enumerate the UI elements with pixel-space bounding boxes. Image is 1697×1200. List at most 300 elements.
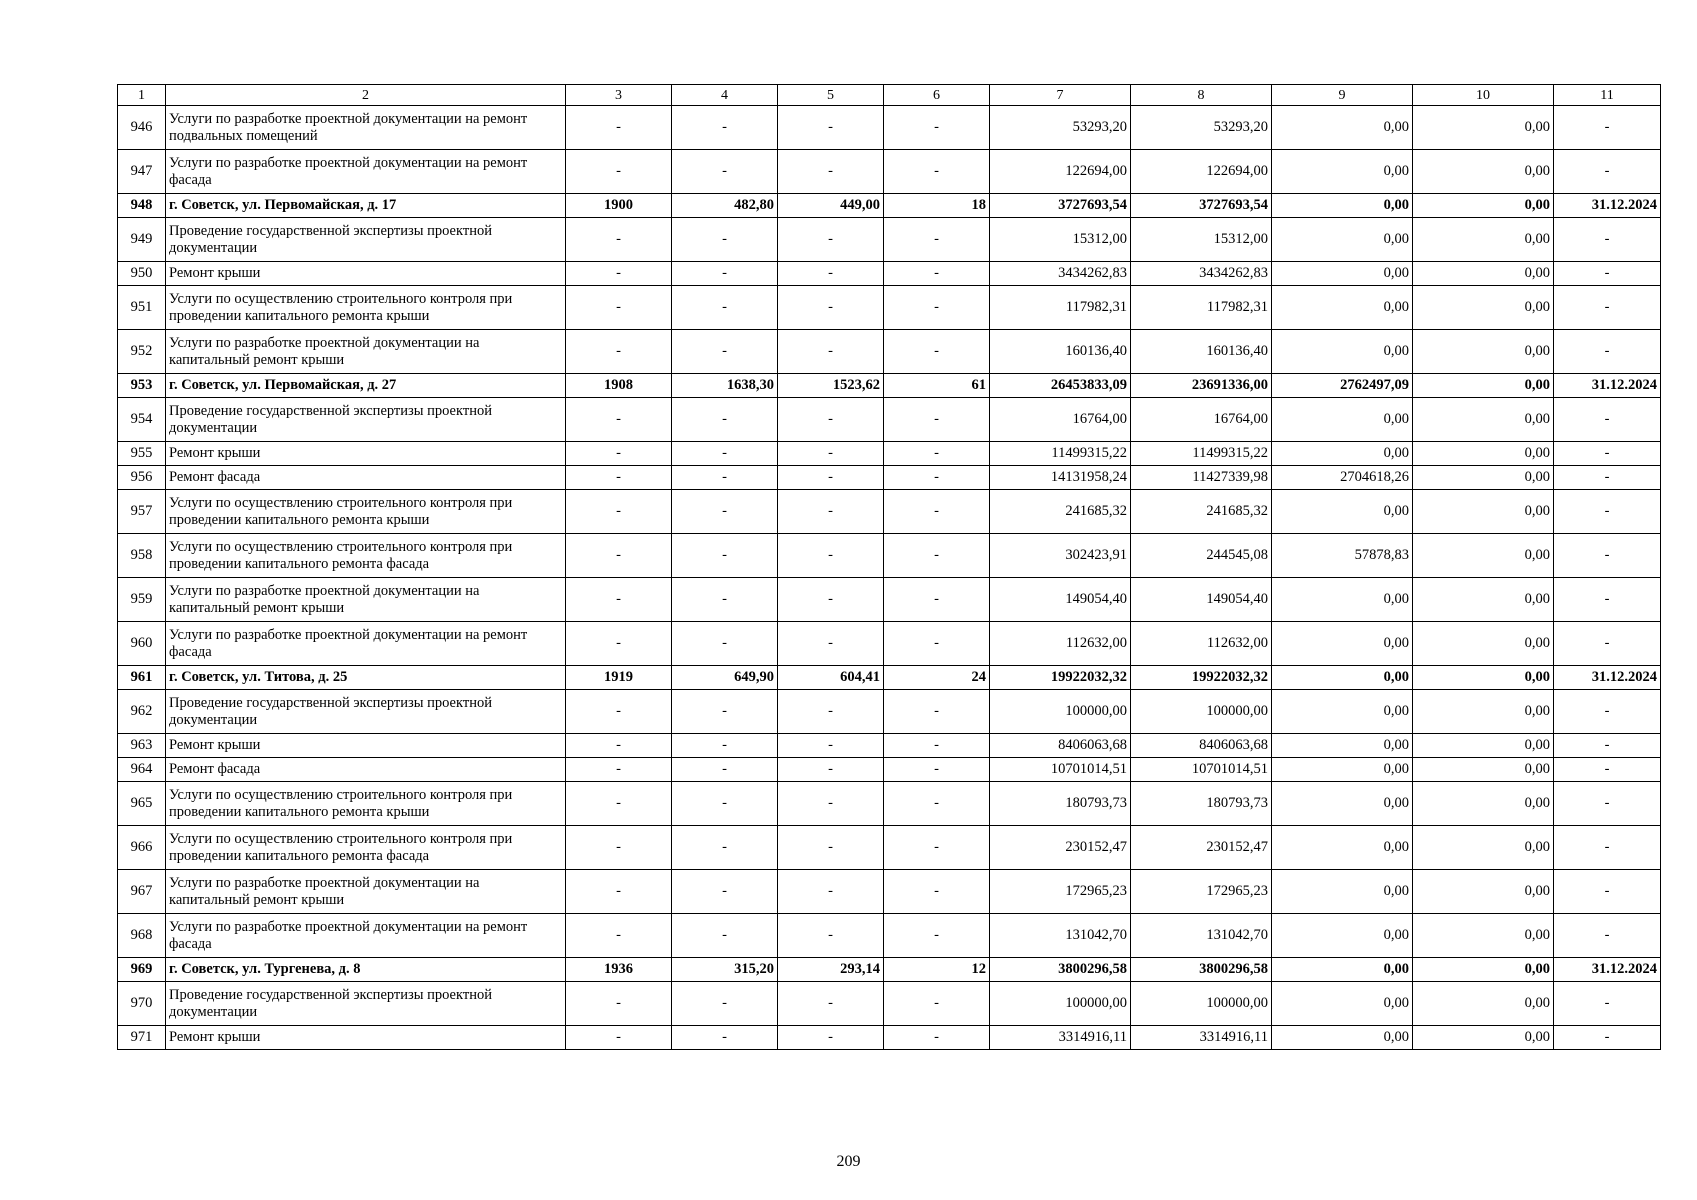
row-number: 950 bbox=[118, 262, 166, 286]
col-4-value: - bbox=[672, 870, 778, 914]
col-10-value: 0,00 bbox=[1413, 398, 1554, 442]
col-5-value: - bbox=[778, 782, 884, 826]
col-5-value: - bbox=[778, 982, 884, 1026]
col-9-value: 0,00 bbox=[1272, 1026, 1413, 1050]
col-3-value: - bbox=[566, 982, 672, 1026]
header-col-5: 5 bbox=[778, 85, 884, 106]
table-row bbox=[118, 262, 1661, 286]
col-7-value: 241685,32 bbox=[990, 490, 1131, 534]
row-number: 971 bbox=[118, 1026, 166, 1050]
description: Услуги по осуществлению строительного контроля при проведении капитального ремонта крыши bbox=[166, 490, 566, 534]
row-number: 955 bbox=[118, 442, 166, 466]
col-6-value: 61 bbox=[884, 374, 990, 398]
col-8-value: 11427339,98 bbox=[1131, 466, 1272, 490]
page-number: 209 bbox=[836, 1153, 861, 1170]
row-number: 967 bbox=[118, 870, 166, 914]
col-9-value: 0,00 bbox=[1272, 958, 1413, 982]
column-number-header-row bbox=[118, 85, 1661, 106]
col-5-value: - bbox=[778, 826, 884, 870]
col-5-value: - bbox=[778, 914, 884, 958]
col-4-value: - bbox=[672, 286, 778, 330]
col-8-value: 244545,08 bbox=[1131, 534, 1272, 578]
col-9-value: 0,00 bbox=[1272, 666, 1413, 690]
col-8-value: 100000,00 bbox=[1131, 982, 1272, 1026]
col-4-value: - bbox=[672, 218, 778, 262]
col-10-value: 0,00 bbox=[1413, 106, 1554, 150]
col-3-value: - bbox=[566, 782, 672, 826]
col-8-value: 3434262,83 bbox=[1131, 262, 1272, 286]
col-5-value: - bbox=[778, 690, 884, 734]
col-3-value: 1936 bbox=[566, 958, 672, 982]
col-8-value: 19922032,32 bbox=[1131, 666, 1272, 690]
col-4-value: - bbox=[672, 1026, 778, 1050]
description: г. Советск, ул. Первомайская, д. 27 bbox=[166, 374, 566, 398]
col-10-value: 0,00 bbox=[1413, 442, 1554, 466]
col-11-value: - bbox=[1554, 466, 1661, 490]
col-11-value: - bbox=[1554, 106, 1661, 150]
col-9-value: 0,00 bbox=[1272, 398, 1413, 442]
col-5-value: 604,41 bbox=[778, 666, 884, 690]
row-number: 969 bbox=[118, 958, 166, 982]
table-row bbox=[118, 734, 1661, 758]
col-11-value: - bbox=[1554, 826, 1661, 870]
col-8-value: 172965,23 bbox=[1131, 870, 1272, 914]
col-6-value: - bbox=[884, 262, 990, 286]
col-6-value: - bbox=[884, 914, 990, 958]
col-4-value: - bbox=[672, 466, 778, 490]
col-5-value: - bbox=[778, 758, 884, 782]
col-8-value: 53293,20 bbox=[1131, 106, 1272, 150]
col-4-value: - bbox=[672, 758, 778, 782]
row-number: 956 bbox=[118, 466, 166, 490]
col-4-value: - bbox=[672, 150, 778, 194]
col-5-value: - bbox=[778, 622, 884, 666]
col-11-value: - bbox=[1554, 982, 1661, 1026]
address-row bbox=[118, 194, 1661, 218]
table-row bbox=[118, 758, 1661, 782]
col-10-value: 0,00 bbox=[1413, 734, 1554, 758]
description: Услуги по осуществлению строительного контроля при проведении капитального ремонта фасада bbox=[166, 826, 566, 870]
col-9-value: 0,00 bbox=[1272, 194, 1413, 218]
col-11-value: 31.12.2024 bbox=[1554, 194, 1661, 218]
col-11-value: 31.12.2024 bbox=[1554, 374, 1661, 398]
col-5-value: - bbox=[778, 870, 884, 914]
description: Услуги по разработке проектной документации на капитальный ремонт крыши bbox=[166, 330, 566, 374]
col-6-value: 18 bbox=[884, 194, 990, 218]
row-number: 952 bbox=[118, 330, 166, 374]
col-3-value: - bbox=[566, 690, 672, 734]
col-8-value: 100000,00 bbox=[1131, 690, 1272, 734]
table-row bbox=[118, 782, 1661, 826]
col-4-value: - bbox=[672, 534, 778, 578]
col-9-value: 2762497,09 bbox=[1272, 374, 1413, 398]
col-7-value: 149054,40 bbox=[990, 578, 1131, 622]
description: Ремонт крыши bbox=[166, 1026, 566, 1050]
table-row bbox=[118, 914, 1661, 958]
col-5-value: - bbox=[778, 150, 884, 194]
col-10-value: 0,00 bbox=[1413, 218, 1554, 262]
col-3-value: - bbox=[566, 578, 672, 622]
row-number: 968 bbox=[118, 914, 166, 958]
col-8-value: 8406063,68 bbox=[1131, 734, 1272, 758]
col-3-value: - bbox=[566, 218, 672, 262]
header-col-6: 6 bbox=[884, 85, 990, 106]
col-4-value: - bbox=[672, 734, 778, 758]
col-9-value: 0,00 bbox=[1272, 490, 1413, 534]
col-6-value: - bbox=[884, 106, 990, 150]
col-6-value: - bbox=[884, 782, 990, 826]
row-number: 954 bbox=[118, 398, 166, 442]
header-col-4: 4 bbox=[672, 85, 778, 106]
description: г. Советск, ул. Тургенева, д. 8 bbox=[166, 958, 566, 982]
row-number: 962 bbox=[118, 690, 166, 734]
col-7-value: 11499315,22 bbox=[990, 442, 1131, 466]
col-9-value: 0,00 bbox=[1272, 286, 1413, 330]
col-3-value: 1900 bbox=[566, 194, 672, 218]
col-7-value: 14131958,24 bbox=[990, 466, 1131, 490]
table-row bbox=[118, 690, 1661, 734]
description: Ремонт крыши bbox=[166, 262, 566, 286]
col-3-value: - bbox=[566, 490, 672, 534]
row-number: 948 bbox=[118, 194, 166, 218]
col-3-value: - bbox=[566, 442, 672, 466]
col-10-value: 0,00 bbox=[1413, 982, 1554, 1026]
col-8-value: 3314916,11 bbox=[1131, 1026, 1272, 1050]
col-7-value: 15312,00 bbox=[990, 218, 1131, 262]
col-9-value: 2704618,26 bbox=[1272, 466, 1413, 490]
col-7-value: 180793,73 bbox=[990, 782, 1131, 826]
col-5-value: - bbox=[778, 218, 884, 262]
header-col-7: 7 bbox=[990, 85, 1131, 106]
col-11-value: - bbox=[1554, 758, 1661, 782]
description: Ремонт фасада bbox=[166, 758, 566, 782]
col-11-value: - bbox=[1554, 782, 1661, 826]
col-6-value: - bbox=[884, 398, 990, 442]
col-6-value: - bbox=[884, 734, 990, 758]
col-6-value: - bbox=[884, 442, 990, 466]
col-4-value: - bbox=[672, 782, 778, 826]
col-3-value: - bbox=[566, 870, 672, 914]
table-row bbox=[118, 218, 1661, 262]
col-11-value: - bbox=[1554, 622, 1661, 666]
col-3-value: 1908 bbox=[566, 374, 672, 398]
col-8-value: 3800296,58 bbox=[1131, 958, 1272, 982]
col-3-value: - bbox=[566, 758, 672, 782]
col-8-value: 160136,40 bbox=[1131, 330, 1272, 374]
col-5-value: - bbox=[778, 466, 884, 490]
description: Услуги по осуществлению строительного контроля при проведении капитального ремонта фасада bbox=[166, 534, 566, 578]
col-5-value: - bbox=[778, 106, 884, 150]
col-8-value: 149054,40 bbox=[1131, 578, 1272, 622]
col-10-value: 0,00 bbox=[1413, 286, 1554, 330]
col-9-value: 0,00 bbox=[1272, 622, 1413, 666]
row-number: 965 bbox=[118, 782, 166, 826]
table-row bbox=[118, 330, 1661, 374]
col-10-value: 0,00 bbox=[1413, 826, 1554, 870]
col-10-value: 0,00 bbox=[1413, 534, 1554, 578]
table-row bbox=[118, 286, 1661, 330]
col-5-value: 1523,62 bbox=[778, 374, 884, 398]
col-6-value: - bbox=[884, 1026, 990, 1050]
col-8-value: 3727693,54 bbox=[1131, 194, 1272, 218]
col-8-value: 122694,00 bbox=[1131, 150, 1272, 194]
description: Услуги по разработке проектной документации на капитальный ремонт крыши bbox=[166, 578, 566, 622]
description: г. Советск, ул. Первомайская, д. 17 bbox=[166, 194, 566, 218]
row-number: 951 bbox=[118, 286, 166, 330]
row-number: 949 bbox=[118, 218, 166, 262]
col-6-value: - bbox=[884, 622, 990, 666]
col-4-value: - bbox=[672, 398, 778, 442]
col-3-value: - bbox=[566, 330, 672, 374]
col-11-value: - bbox=[1554, 1026, 1661, 1050]
col-8-value: 23691336,00 bbox=[1131, 374, 1272, 398]
col-8-value: 180793,73 bbox=[1131, 782, 1272, 826]
col-10-value: 0,00 bbox=[1413, 150, 1554, 194]
col-7-value: 3314916,11 bbox=[990, 1026, 1131, 1050]
description: г. Советск, ул. Титова, д. 25 bbox=[166, 666, 566, 690]
col-4-value: - bbox=[672, 490, 778, 534]
col-11-value: - bbox=[1554, 218, 1661, 262]
col-4-value: - bbox=[672, 914, 778, 958]
col-8-value: 241685,32 bbox=[1131, 490, 1272, 534]
col-7-value: 100000,00 bbox=[990, 982, 1131, 1026]
col-7-value: 53293,20 bbox=[990, 106, 1131, 150]
col-9-value: 0,00 bbox=[1272, 782, 1413, 826]
col-6-value: 12 bbox=[884, 958, 990, 982]
col-9-value: 0,00 bbox=[1272, 870, 1413, 914]
col-3-value: - bbox=[566, 1026, 672, 1050]
col-10-value: 0,00 bbox=[1413, 330, 1554, 374]
col-4-value: - bbox=[672, 578, 778, 622]
col-3-value: - bbox=[566, 914, 672, 958]
table-row bbox=[118, 442, 1661, 466]
row-number: 953 bbox=[118, 374, 166, 398]
col-11-value: - bbox=[1554, 914, 1661, 958]
col-7-value: 16764,00 bbox=[990, 398, 1131, 442]
description: Проведение государственной экспертизы проектной документации bbox=[166, 398, 566, 442]
col-6-value: - bbox=[884, 690, 990, 734]
col-9-value: 0,00 bbox=[1272, 914, 1413, 958]
address-row bbox=[118, 374, 1661, 398]
col-3-value: - bbox=[566, 398, 672, 442]
col-6-value: - bbox=[884, 826, 990, 870]
col-9-value: 0,00 bbox=[1272, 734, 1413, 758]
col-4-value: - bbox=[672, 826, 778, 870]
col-3-value: - bbox=[566, 534, 672, 578]
col-11-value: - bbox=[1554, 534, 1661, 578]
col-9-value: 0,00 bbox=[1272, 758, 1413, 782]
table-row bbox=[118, 490, 1661, 534]
row-number: 970 bbox=[118, 982, 166, 1026]
col-4-value: 315,20 bbox=[672, 958, 778, 982]
col-9-value: 0,00 bbox=[1272, 106, 1413, 150]
col-11-value: - bbox=[1554, 870, 1661, 914]
col-9-value: 0,00 bbox=[1272, 150, 1413, 194]
description: Услуги по разработке проектной документации на ремонт фасада bbox=[166, 150, 566, 194]
table-row bbox=[118, 150, 1661, 194]
address-row bbox=[118, 666, 1661, 690]
row-number: 964 bbox=[118, 758, 166, 782]
col-5-value: - bbox=[778, 442, 884, 466]
col-6-value: 24 bbox=[884, 666, 990, 690]
col-10-value: 0,00 bbox=[1413, 622, 1554, 666]
col-6-value: - bbox=[884, 490, 990, 534]
col-10-value: 0,00 bbox=[1413, 490, 1554, 534]
col-5-value: - bbox=[778, 1026, 884, 1050]
col-6-value: - bbox=[884, 758, 990, 782]
col-11-value: - bbox=[1554, 262, 1661, 286]
col-6-value: - bbox=[884, 534, 990, 578]
col-3-value: 1919 bbox=[566, 666, 672, 690]
table-row bbox=[118, 466, 1661, 490]
col-11-value: - bbox=[1554, 734, 1661, 758]
table-row bbox=[118, 982, 1661, 1026]
col-9-value: 0,00 bbox=[1272, 578, 1413, 622]
col-7-value: 230152,47 bbox=[990, 826, 1131, 870]
col-10-value: 0,00 bbox=[1413, 758, 1554, 782]
col-8-value: 230152,47 bbox=[1131, 826, 1272, 870]
table-row bbox=[118, 534, 1661, 578]
col-4-value: - bbox=[672, 106, 778, 150]
table-row bbox=[118, 106, 1661, 150]
col-9-value: 57878,83 bbox=[1272, 534, 1413, 578]
header-col-9: 9 bbox=[1272, 85, 1413, 106]
col-7-value: 172965,23 bbox=[990, 870, 1131, 914]
row-number: 961 bbox=[118, 666, 166, 690]
col-10-value: 0,00 bbox=[1413, 374, 1554, 398]
col-3-value: - bbox=[566, 106, 672, 150]
col-10-value: 0,00 bbox=[1413, 690, 1554, 734]
description: Ремонт крыши bbox=[166, 734, 566, 758]
col-11-value: - bbox=[1554, 442, 1661, 466]
col-4-value: - bbox=[672, 690, 778, 734]
col-3-value: - bbox=[566, 826, 672, 870]
col-5-value: - bbox=[778, 734, 884, 758]
col-10-value: 0,00 bbox=[1413, 1026, 1554, 1050]
col-8-value: 131042,70 bbox=[1131, 914, 1272, 958]
col-9-value: 0,00 bbox=[1272, 826, 1413, 870]
col-3-value: - bbox=[566, 734, 672, 758]
col-10-value: 0,00 bbox=[1413, 578, 1554, 622]
table-row bbox=[118, 870, 1661, 914]
col-10-value: 0,00 bbox=[1413, 958, 1554, 982]
col-5-value: 449,00 bbox=[778, 194, 884, 218]
description: Ремонт фасада bbox=[166, 466, 566, 490]
col-8-value: 10701014,51 bbox=[1131, 758, 1272, 782]
col-5-value: - bbox=[778, 398, 884, 442]
header-col-1: 1 bbox=[118, 85, 166, 106]
col-7-value: 10701014,51 bbox=[990, 758, 1131, 782]
description: Услуги по разработке проектной документации на ремонт фасада bbox=[166, 622, 566, 666]
description: Услуги по разработке проектной документации на ремонт подвальных помещений bbox=[166, 106, 566, 150]
col-11-value: - bbox=[1554, 150, 1661, 194]
col-11-value: - bbox=[1554, 690, 1661, 734]
col-6-value: - bbox=[884, 150, 990, 194]
col-9-value: 0,00 bbox=[1272, 442, 1413, 466]
col-4-value: - bbox=[672, 262, 778, 286]
row-number: 947 bbox=[118, 150, 166, 194]
description: Услуги по осуществлению строительного контроля при проведении капитального ремонта крыши bbox=[166, 286, 566, 330]
col-10-value: 0,00 bbox=[1413, 782, 1554, 826]
row-number: 960 bbox=[118, 622, 166, 666]
col-6-value: - bbox=[884, 286, 990, 330]
col-7-value: 302423,91 bbox=[990, 534, 1131, 578]
col-11-value: - bbox=[1554, 286, 1661, 330]
col-9-value: 0,00 bbox=[1272, 330, 1413, 374]
col-8-value: 11499315,22 bbox=[1131, 442, 1272, 466]
description: Услуги по осуществлению строительного контроля при проведении капитального ремонта крыши bbox=[166, 782, 566, 826]
col-11-value: 31.12.2024 bbox=[1554, 666, 1661, 690]
description: Проведение государственной экспертизы проектной документации bbox=[166, 690, 566, 734]
col-8-value: 15312,00 bbox=[1131, 218, 1272, 262]
col-7-value: 100000,00 bbox=[990, 690, 1131, 734]
table-row bbox=[118, 578, 1661, 622]
col-10-value: 0,00 bbox=[1413, 870, 1554, 914]
header-col-3: 3 bbox=[566, 85, 672, 106]
row-number: 957 bbox=[118, 490, 166, 534]
description: Услуги по разработке проектной документации на ремонт фасада bbox=[166, 914, 566, 958]
col-9-value: 0,00 bbox=[1272, 218, 1413, 262]
address-row bbox=[118, 958, 1661, 982]
col-9-value: 0,00 bbox=[1272, 262, 1413, 286]
col-5-value: 293,14 bbox=[778, 958, 884, 982]
col-3-value: - bbox=[566, 262, 672, 286]
col-5-value: - bbox=[778, 262, 884, 286]
col-5-value: - bbox=[778, 286, 884, 330]
col-8-value: 117982,31 bbox=[1131, 286, 1272, 330]
col-10-value: 0,00 bbox=[1413, 466, 1554, 490]
header-col-10: 10 bbox=[1413, 85, 1554, 106]
description: Ремонт крыши bbox=[166, 442, 566, 466]
col-7-value: 117982,31 bbox=[990, 286, 1131, 330]
col-7-value: 3800296,58 bbox=[990, 958, 1131, 982]
col-6-value: - bbox=[884, 982, 990, 1026]
description: Услуги по разработке проектной документации на капитальный ремонт крыши bbox=[166, 870, 566, 914]
table-row bbox=[118, 826, 1661, 870]
col-9-value: 0,00 bbox=[1272, 982, 1413, 1026]
col-7-value: 131042,70 bbox=[990, 914, 1131, 958]
col-8-value: 16764,00 bbox=[1131, 398, 1272, 442]
col-6-value: - bbox=[884, 870, 990, 914]
col-3-value: - bbox=[566, 622, 672, 666]
row-number: 958 bbox=[118, 534, 166, 578]
row-number: 963 bbox=[118, 734, 166, 758]
col-10-value: 0,00 bbox=[1413, 262, 1554, 286]
col-9-value: 0,00 bbox=[1272, 690, 1413, 734]
col-11-value: - bbox=[1554, 398, 1661, 442]
col-7-value: 8406063,68 bbox=[990, 734, 1131, 758]
col-3-value: - bbox=[566, 466, 672, 490]
header-col-8: 8 bbox=[1131, 85, 1272, 106]
col-4-value: - bbox=[672, 982, 778, 1026]
col-3-value: - bbox=[566, 286, 672, 330]
row-number: 959 bbox=[118, 578, 166, 622]
col-5-value: - bbox=[778, 330, 884, 374]
col-7-value: 19922032,32 bbox=[990, 666, 1131, 690]
col-11-value: - bbox=[1554, 578, 1661, 622]
col-6-value: - bbox=[884, 330, 990, 374]
col-7-value: 122694,00 bbox=[990, 150, 1131, 194]
col-11-value: 31.12.2024 bbox=[1554, 958, 1661, 982]
col-4-value: - bbox=[672, 330, 778, 374]
col-7-value: 3727693,54 bbox=[990, 194, 1131, 218]
col-4-value: - bbox=[672, 442, 778, 466]
col-7-value: 26453833,09 bbox=[990, 374, 1131, 398]
table-row bbox=[118, 622, 1661, 666]
table-row bbox=[118, 1026, 1661, 1050]
description: Проведение государственной экспертизы проектной документации bbox=[166, 218, 566, 262]
repair-schedule-table bbox=[117, 84, 1661, 1050]
